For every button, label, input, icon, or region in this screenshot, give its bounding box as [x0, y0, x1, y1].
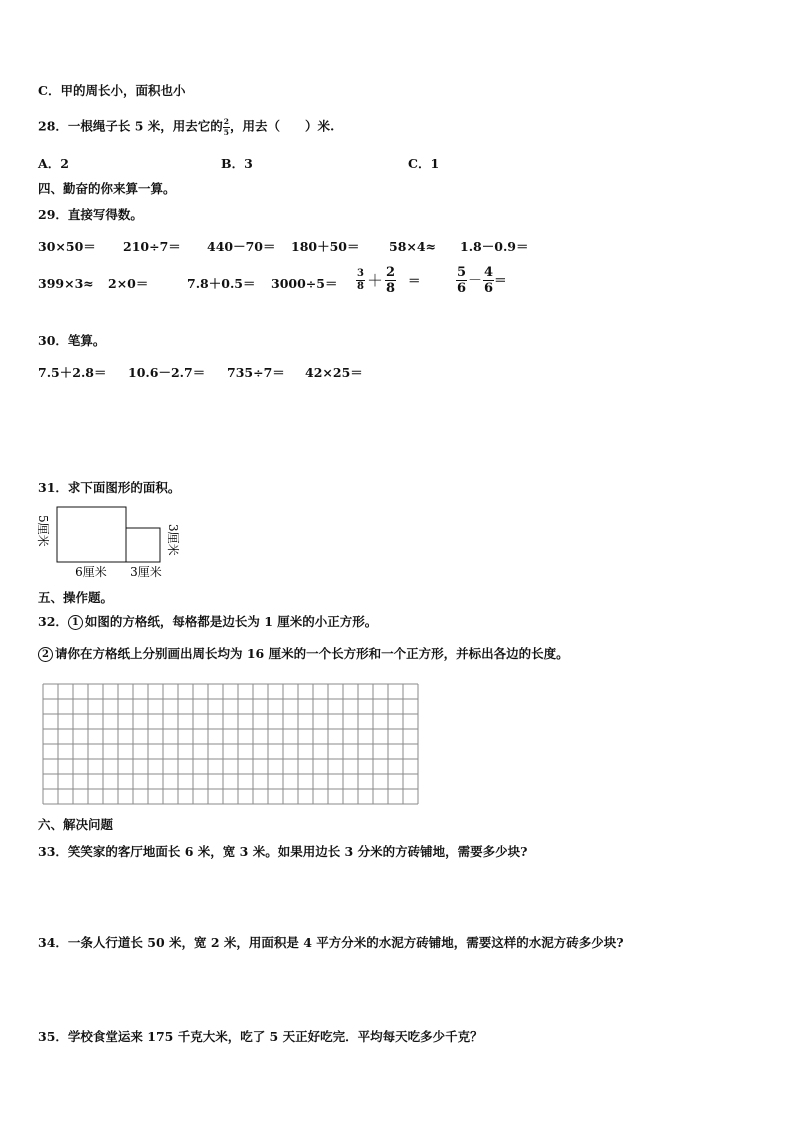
- q32-text-1: 如图的方格纸，每格都是边长为 1 厘米的小正方形。: [84, 614, 378, 629]
- section-6-heading: 六、解决问题: [38, 817, 114, 832]
- small-square: [126, 528, 160, 562]
- q30-item: 735÷7＝: [227, 365, 285, 380]
- q34-question: 34．一条人行道长 50 米，宽 2 米，用面积是 4 平方分米的水泥方砖铺地，需要这样的水泥方砖多少块?: [38, 935, 624, 950]
- q29-item: 180＋50＝: [291, 239, 360, 254]
- section-5-heading: 五、操作题。: [38, 590, 114, 605]
- q28-frac-numerator: 2: [223, 117, 230, 126]
- q28-option-c: C．1: [408, 156, 440, 171]
- q28-option-b: B．3: [221, 156, 253, 171]
- numerator: 2: [385, 265, 396, 280]
- minus-operator: －: [468, 272, 483, 289]
- q29-item: 3000÷5＝: [271, 276, 338, 291]
- label-left-side: 5厘米: [36, 515, 50, 547]
- q31-figure: [34, 502, 194, 586]
- q29-item: 1.8－0.9＝: [460, 239, 529, 254]
- q29-title: 29．直接写得数。: [38, 207, 143, 222]
- q33-question: 33．笑笑家的客厅地面长 6 米，宽 3 米。如果用边长 3 分米的方砖铺地，需要多少块?: [38, 844, 528, 859]
- q29-item: 30×50＝: [38, 239, 96, 254]
- label-bottom-small: 3厘米: [130, 565, 162, 579]
- q28-text-pre: 28．一根绳子长 5 米，用去它的: [38, 118, 223, 134]
- q28-fraction: [223, 118, 230, 136]
- equals-sign: ＝: [408, 272, 421, 288]
- denominator: 8: [385, 281, 396, 296]
- q31-title: 31．求下面图形的面积。: [38, 480, 181, 495]
- numerator: 3: [357, 268, 364, 279]
- circled-two-icon: 2: [38, 647, 53, 662]
- q29-item: 210÷7＝: [123, 239, 181, 254]
- denominator: 6: [457, 281, 467, 296]
- numerator: 4: [484, 265, 494, 280]
- numerator: 5: [457, 265, 467, 280]
- q29-item: 58×4≈: [389, 239, 437, 254]
- label-bottom-large: 6厘米: [75, 565, 107, 579]
- q29-item: 440－70＝: [207, 239, 276, 254]
- q29-fraction-sum: [356, 266, 421, 295]
- q29-fraction-difference: [456, 266, 507, 295]
- q32-line-2: [38, 646, 569, 662]
- q32-line-1: [38, 614, 377, 630]
- section-4-heading: 四、勤奋的你来算一算。: [38, 181, 176, 196]
- q29-item: 399×3≈: [38, 276, 94, 291]
- q30-item: 7.5＋2.8＝: [38, 365, 107, 380]
- q35-question: 35．学校食堂运来 175 千克大米，吃了 5 天正好吃完．平均每天吃多少千克？: [38, 1029, 483, 1044]
- q30-title: 30．笔算。: [38, 333, 106, 348]
- label-right-side: 3厘米: [166, 524, 180, 556]
- plus-operator: ＋: [366, 270, 383, 290]
- q28-question: [38, 118, 334, 136]
- q28-option-a: A．2: [38, 156, 69, 171]
- q27-option-c: C．甲的周长小，面积也小: [38, 83, 186, 98]
- denominator: 8: [357, 281, 364, 292]
- equals-sign: ＝: [494, 272, 507, 288]
- large-rectangle: [57, 507, 126, 562]
- grid-paper[interactable]: [42, 683, 419, 805]
- q32-number: 32．: [38, 614, 68, 629]
- q30-item: 42×25＝: [305, 365, 363, 380]
- q28-text-post: ，用去（ ）米.: [230, 118, 335, 134]
- q32-text-2: 请你在方格纸上分别画出周长均为 16 厘米的一个长方形和一个正方形，并标出各边的长度。: [55, 646, 569, 661]
- q29-item: 2×0＝: [108, 276, 149, 291]
- q30-item: 10.6－2.7＝: [128, 365, 206, 380]
- q29-item: 7.8＋0.5＝: [187, 276, 256, 291]
- q28-frac-denominator: 5: [223, 127, 230, 137]
- denominator: 6: [484, 281, 494, 296]
- circled-one-icon: 1: [68, 615, 83, 630]
